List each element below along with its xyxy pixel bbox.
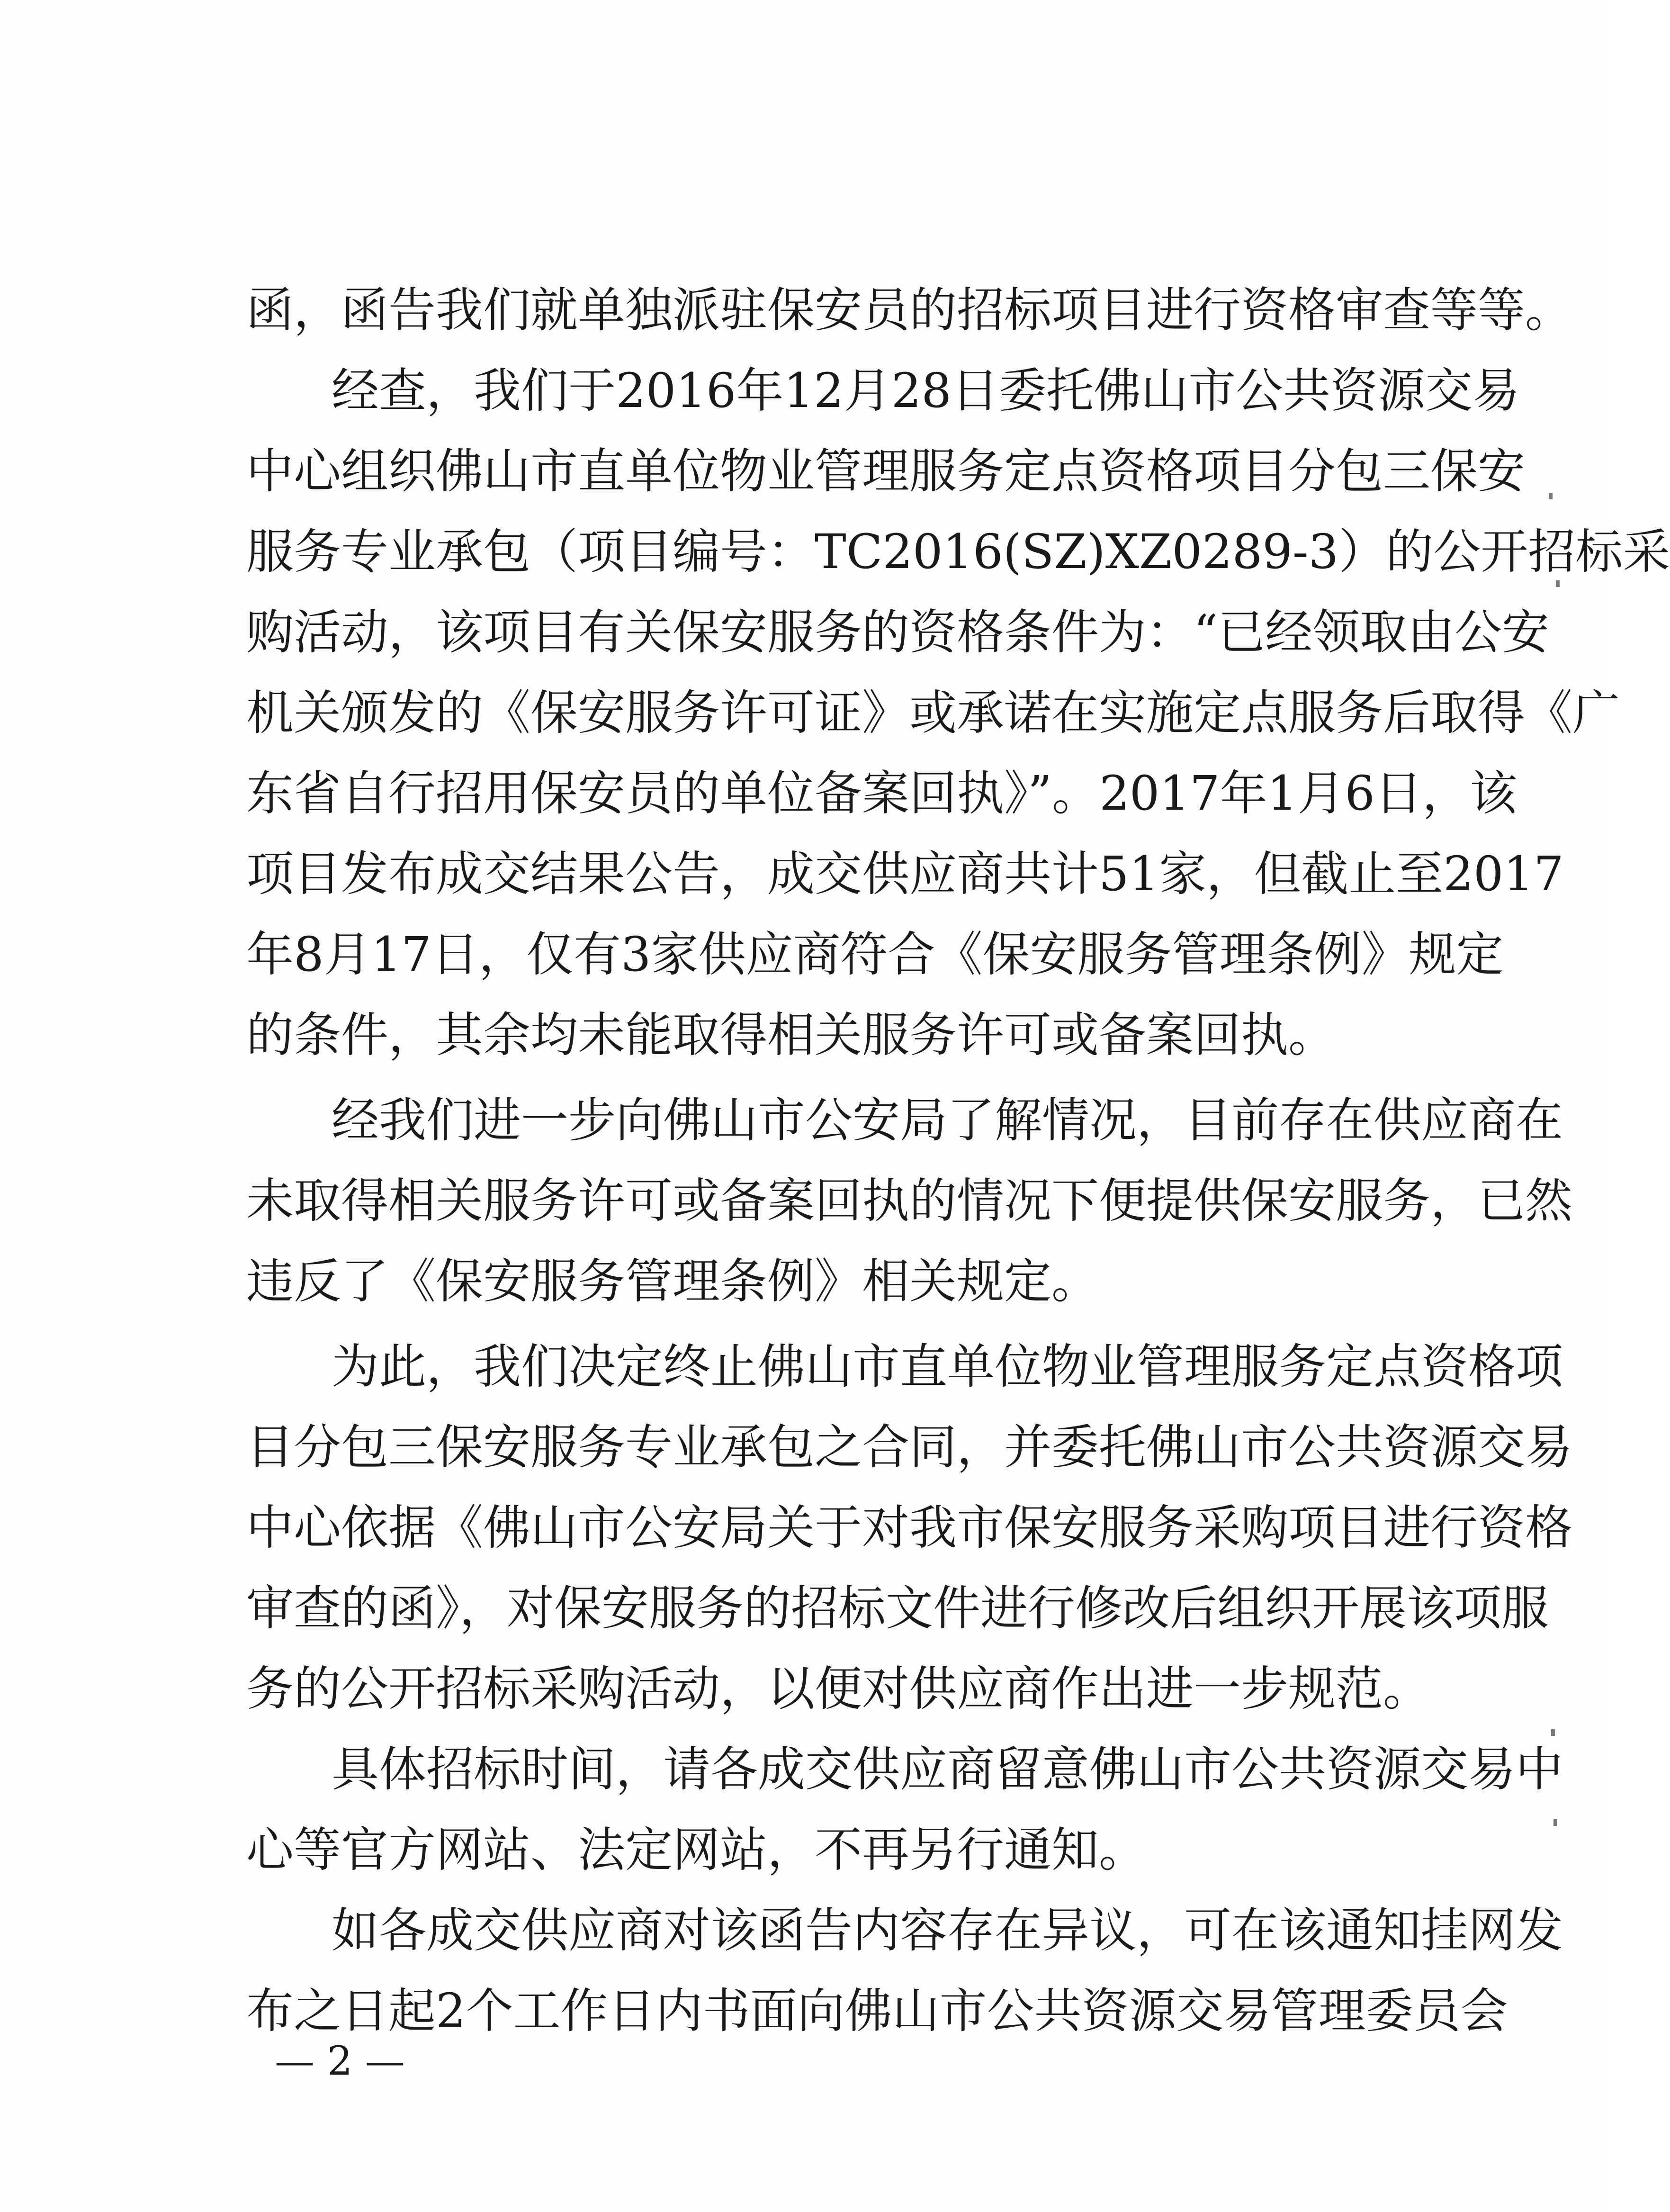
scan-speck — [1549, 493, 1553, 499]
text-line-18: 务的公开招标采购活动，以便对供应商作出进一步规范。 — [246, 1661, 1430, 1716]
text-line-2: 经查，我们于2016年12月28日委托佛山市公共资源交易 — [332, 363, 1520, 418]
text-line-4: 服务专业承包（项目编号：TC2016(SZ)XZ0289-3）的公开招标采 — [246, 524, 1670, 579]
text-line-11: 经我们进一步向佛山市公安局了解情况，目前存在供应商在 — [332, 1092, 1563, 1148]
text-line-20: 心等官方网站、法定网站，不再另行通知。 — [246, 1822, 1146, 1878]
text-line-17: 审查的函》，对保安服务的招标文件进行修改后组织开展该项服 — [246, 1580, 1549, 1636]
page-number: — 2 — — [275, 2038, 405, 2084]
text-line-3: 中心组织佛山市直单位物业管理服务定点资格项目分包三保安 — [246, 443, 1525, 499]
text-line-13: 违反了《保安服务管理条例》相关规定。 — [246, 1254, 1099, 1309]
text-line-14: 为此，我们决定终止佛山市直单位物业管理服务定点资格项 — [332, 1339, 1563, 1394]
text-line-21: 如各成交供应商对该函告内容存在异议，可在该通知挂网发 — [332, 1903, 1563, 1958]
scan-speck — [1556, 580, 1560, 587]
text-line-19: 具体招标时间，请各成交供应商留意佛山市公共资源交易中 — [332, 1742, 1563, 1797]
text-line-7: 东省自行招用保安员的单位备案回执》”。2017年1月6日，该 — [246, 766, 1517, 821]
text-line-1: 函，函告我们就单独派驻保安员的招标项目进行资格审查等等。 — [246, 282, 1572, 338]
text-line-15: 目分包三保安服务专业承包之合同，并委托佛山市公共资源交易 — [246, 1419, 1572, 1475]
text-line-16: 中心依据《佛山市公安局关于对我市保安服务采购项目进行资格 — [246, 1500, 1572, 1555]
text-line-22: 布之日起2个工作日内书面向佛山市公共资源交易管理委员会 — [246, 1983, 1508, 2039]
text-line-8: 项目发布成交结果公告，成交供应商共计51家，但截止至2017 — [246, 846, 1564, 902]
text-line-12: 未取得相关服务许可或备案回执的情况下便提供保安服务，已然 — [246, 1173, 1572, 1228]
text-line-9: 年8月17日，仅有3家供应商符合《保安服务管理条例》规定 — [246, 927, 1504, 982]
text-line-5: 购活动，该项目有关保安服务的资格条件为：“已经领取由公安 — [246, 605, 1550, 660]
text-line-6: 机关颁发的《保安服务许可证》或承诺在实施定点服务后取得《广 — [246, 685, 1620, 740]
text-line-10: 的条件，其余均未能取得相关服务许可或备案回执。 — [246, 1007, 1336, 1063]
scan-speck — [1551, 1729, 1555, 1736]
scan-speck — [1553, 1819, 1557, 1826]
